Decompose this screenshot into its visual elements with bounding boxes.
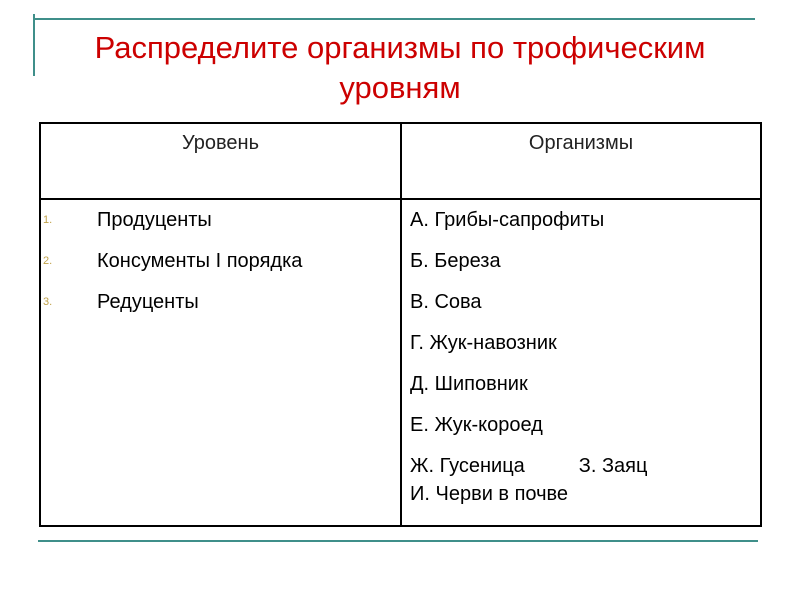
decorative-bottom-line (38, 540, 758, 542)
organism-pair-item (410, 454, 760, 482)
organisms-list (410, 208, 760, 506)
level-label: Консументы I порядка (97, 250, 303, 272)
organism-item: И. Черви в почве (410, 483, 569, 505)
organism-item: Е. Жук-короед (410, 414, 543, 436)
trophic-levels-table (39, 122, 762, 527)
column-divider (400, 124, 402, 525)
organism-item: Д. Шиповник (410, 373, 528, 395)
header-organisms: Организмы (528, 132, 634, 154)
slide-title-line-1: Распределите организмы по трофическим (94, 30, 706, 65)
organism-item: Ж. Гусеница (410, 455, 525, 477)
organism-item: Г. Жук-навозник (410, 332, 557, 354)
organism-item: В. Сова (410, 291, 482, 313)
header-divider (41, 198, 760, 200)
organism-item: Б. Береза (410, 250, 501, 272)
level-item (41, 249, 398, 290)
levels-list (41, 208, 398, 331)
decorative-top-line (33, 18, 755, 20)
slide-title-line-2: уровням (339, 70, 461, 105)
decorative-vertical-line (33, 14, 35, 76)
organism-item: З. Заяц (578, 455, 648, 477)
level-item (41, 208, 398, 249)
level-number: 1. (43, 214, 53, 226)
level-label: Редуценты (97, 291, 199, 313)
slide-title (40, 28, 760, 108)
organism-item: А. Грибы-сапрофиты (410, 209, 605, 231)
level-label: Продуценты (97, 209, 212, 231)
level-number: 2. (43, 255, 53, 267)
level-number: 3. (43, 296, 53, 308)
level-item (41, 290, 398, 331)
header-level: Уровень (181, 132, 260, 154)
